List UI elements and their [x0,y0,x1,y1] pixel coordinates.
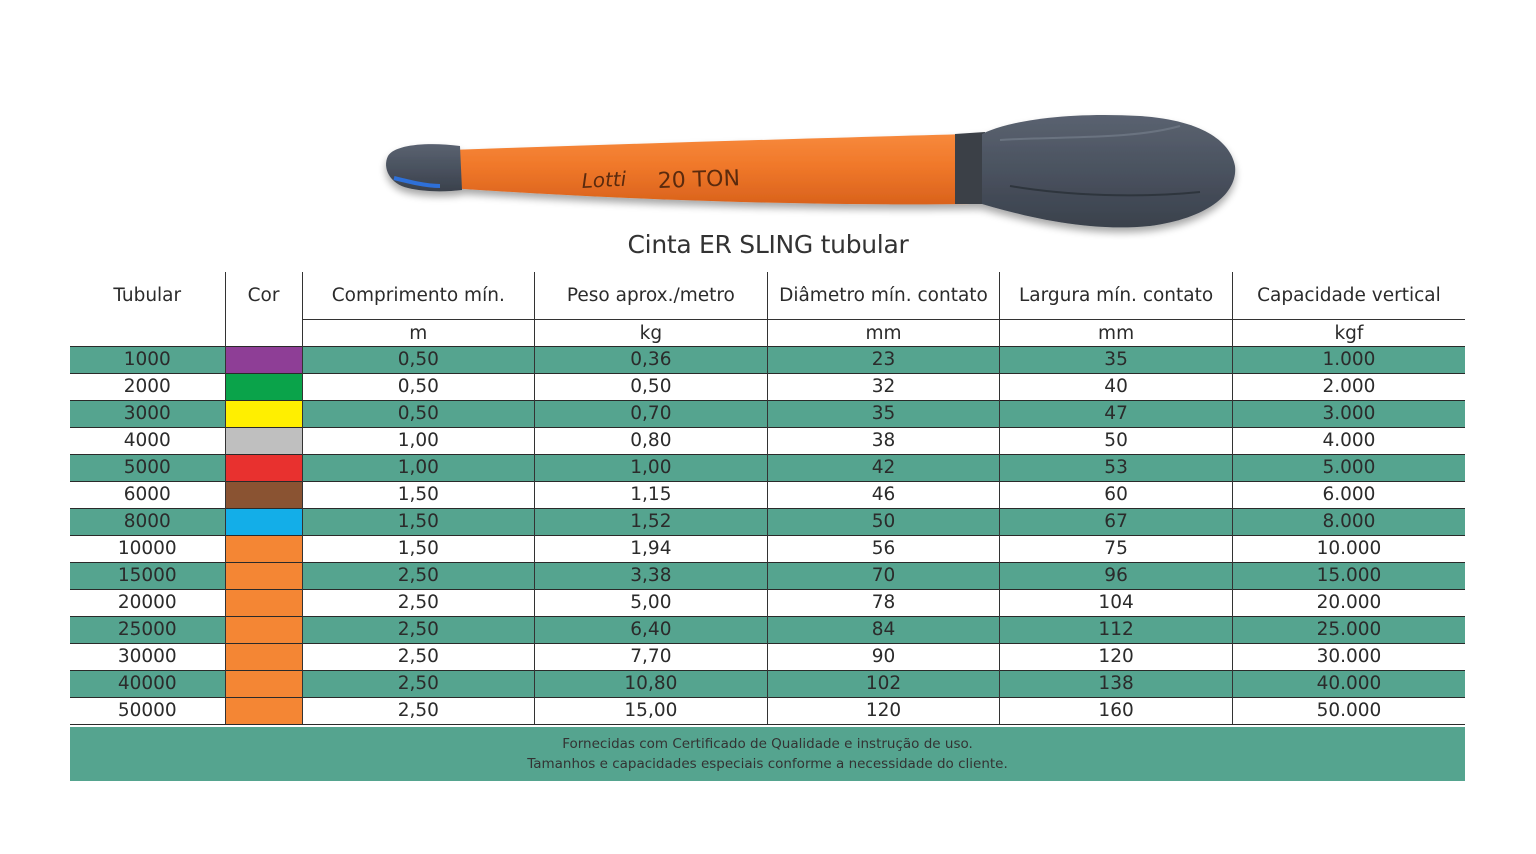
color-swatch [226,590,302,616]
color-swatch [226,509,302,535]
color-swatch [226,374,302,400]
cell-tubular: 15000 [70,563,225,590]
cell-peso: 5,00 [535,590,768,617]
cell-capacidade: 3.000 [1232,401,1465,428]
table-row [70,536,1465,563]
cell-tubular: 10000 [70,536,225,563]
sling-dark-band [955,132,985,204]
cell-diametro: 38 [767,428,1000,455]
cell-peso: 7,70 [535,644,768,671]
color-swatch [226,347,302,373]
cell-largura: 96 [1000,563,1233,590]
cell-comprimento: 1,00 [302,428,535,455]
color-swatch-cell [225,509,302,536]
sling-capacity-label: 20 TON [657,166,741,194]
unit-tubular [70,320,225,347]
cell-comprimento: 2,50 [302,590,535,617]
color-swatch-cell [225,590,302,617]
sling-product-image [370,100,1260,240]
table-row [70,563,1465,590]
unit-diametro: mm [767,320,1000,347]
cell-peso: 10,80 [535,671,768,698]
footer-line-2: Tamanhos e capacidades especiais conforme a necessidade do cliente. [527,756,1008,772]
cell-tubular: 20000 [70,590,225,617]
cell-peso: 0,80 [535,428,768,455]
header-peso: Peso aprox./metro [535,272,768,320]
cell-tubular: 4000 [70,428,225,455]
table-row [70,590,1465,617]
cell-comprimento: 2,50 [302,563,535,590]
cell-peso: 0,36 [535,347,768,374]
cell-capacidade: 40.000 [1232,671,1465,698]
cell-comprimento: 1,50 [302,536,535,563]
cell-capacidade: 20.000 [1232,590,1465,617]
cell-tubular: 3000 [70,401,225,428]
cell-largura: 112 [1000,617,1233,644]
cell-capacidade: 8.000 [1232,509,1465,536]
table-row [70,455,1465,482]
color-swatch [226,401,302,427]
color-swatch [226,563,302,589]
cell-tubular: 2000 [70,374,225,401]
cell-largura: 104 [1000,590,1233,617]
cell-peso: 0,70 [535,401,768,428]
cell-diametro: 50 [767,509,1000,536]
cell-diametro: 102 [767,671,1000,698]
color-swatch-cell [225,428,302,455]
color-swatch [226,617,302,643]
color-swatch [226,698,302,724]
cell-diametro: 23 [767,347,1000,374]
cell-peso: 15,00 [535,698,768,725]
unit-capacidade: kgf [1232,320,1465,347]
cell-comprimento: 2,50 [302,671,535,698]
sling-right-sleeve [982,115,1235,227]
table-row [70,671,1465,698]
cell-diametro: 35 [767,401,1000,428]
cell-diametro: 70 [767,563,1000,590]
unit-cor [225,320,302,347]
unit-row [70,320,1465,347]
cell-largura: 138 [1000,671,1233,698]
color-swatch [226,644,302,670]
color-swatch-cell [225,347,302,374]
header-tubular: Tubular [113,285,182,307]
color-swatch-cell [225,671,302,698]
cell-peso: 1,15 [535,482,768,509]
cell-diametro: 84 [767,617,1000,644]
cell-capacidade: 30.000 [1232,644,1465,671]
cell-largura: 47 [1000,401,1233,428]
footer-line-1: Fornecidas com Certificado de Qualidade e instrução de uso. [562,736,973,752]
cell-tubular: 30000 [70,644,225,671]
color-swatch-cell [225,536,302,563]
table-row [70,509,1465,536]
color-swatch-cell [225,455,302,482]
cell-capacidade: 6.000 [1232,482,1465,509]
table-row [70,617,1465,644]
cell-capacidade: 5.000 [1232,455,1465,482]
cell-capacidade: 50.000 [1232,698,1465,725]
cell-tubular: 25000 [70,617,225,644]
header-largura: Largura mín. contato [1000,272,1233,320]
color-swatch-cell [225,401,302,428]
table-body [70,347,1465,725]
footer-note [70,727,1465,781]
cell-diametro: 120 [767,698,1000,725]
color-swatch-cell [225,644,302,671]
cell-comprimento: 2,50 [302,698,535,725]
unit-largura: mm [1000,320,1233,347]
table-row [70,374,1465,401]
cell-largura: 40 [1000,374,1233,401]
table-row [70,347,1465,374]
header-comprimento: Comprimento mín. [302,272,535,320]
header-diametro: Diâmetro mín. contato [767,272,1000,320]
sling-brand-label: Lotti [581,166,627,193]
color-swatch-cell [225,563,302,590]
table-row [70,644,1465,671]
cell-tubular: 5000 [70,455,225,482]
cell-largura: 160 [1000,698,1233,725]
cell-capacidade: 2.000 [1232,374,1465,401]
cell-comprimento: 0,50 [302,401,535,428]
color-swatch [226,671,302,697]
color-swatch-cell [225,617,302,644]
cell-capacidade: 1.000 [1232,347,1465,374]
table-row [70,401,1465,428]
cell-largura: 60 [1000,482,1233,509]
cell-peso: 6,40 [535,617,768,644]
cell-comprimento: 2,50 [302,644,535,671]
color-swatch-cell [225,698,302,725]
cell-largura: 75 [1000,536,1233,563]
cell-largura: 67 [1000,509,1233,536]
cell-capacidade: 10.000 [1232,536,1465,563]
header-capacidade: Capacidade vertical [1232,272,1465,320]
cell-comprimento: 1,50 [302,482,535,509]
cell-comprimento: 1,50 [302,509,535,536]
cell-peso: 1,52 [535,509,768,536]
color-swatch [226,428,302,454]
cell-capacidade: 15.000 [1232,563,1465,590]
cell-comprimento: 0,50 [302,374,535,401]
color-swatch [226,482,302,508]
page-title: Cinta ER SLING tubular [627,230,909,259]
cell-diametro: 46 [767,482,1000,509]
cell-largura: 120 [1000,644,1233,671]
color-swatch [226,455,302,481]
cell-diametro: 56 [767,536,1000,563]
cell-tubular: 1000 [70,347,225,374]
cell-largura: 50 [1000,428,1233,455]
cell-comprimento: 0,50 [302,347,535,374]
cell-tubular: 8000 [70,509,225,536]
cell-diametro: 78 [767,590,1000,617]
cell-largura: 35 [1000,347,1233,374]
color-swatch-cell [225,374,302,401]
cell-peso: 0,50 [535,374,768,401]
cell-comprimento: 1,00 [302,455,535,482]
unit-peso: kg [535,320,768,347]
cell-tubular: 6000 [70,482,225,509]
cell-largura: 53 [1000,455,1233,482]
cell-tubular: 40000 [70,671,225,698]
table-row [70,428,1465,455]
spec-table [70,272,1465,725]
table-row [70,482,1465,509]
color-swatch-cell [225,482,302,509]
cell-capacidade: 25.000 [1232,617,1465,644]
cell-tubular: 50000 [70,698,225,725]
cell-peso: 1,00 [535,455,768,482]
cell-comprimento: 2,50 [302,617,535,644]
header-row [70,272,1465,320]
cell-peso: 1,94 [535,536,768,563]
header-cor: Cor [225,272,302,320]
cell-diametro: 90 [767,644,1000,671]
cell-capacidade: 4.000 [1232,428,1465,455]
table-row [70,698,1465,725]
cell-diametro: 32 [767,374,1000,401]
cell-diametro: 42 [767,455,1000,482]
color-swatch [226,536,302,562]
unit-comprimento: m [302,320,535,347]
cell-peso: 3,38 [535,563,768,590]
